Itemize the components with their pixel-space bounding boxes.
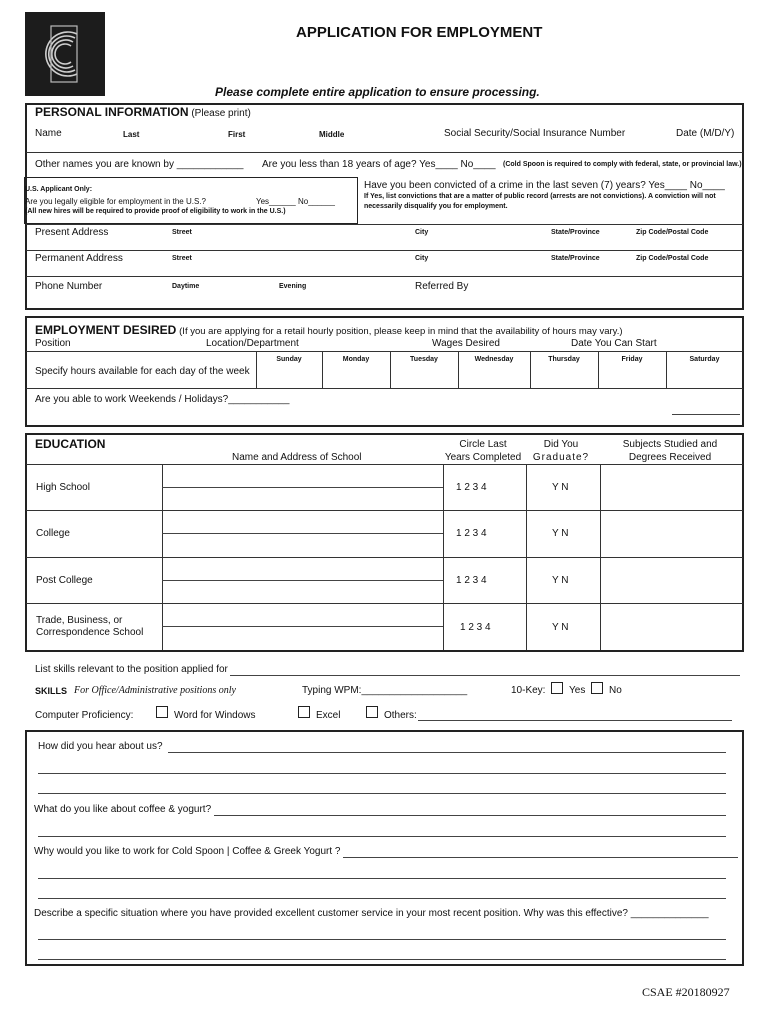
skills-note: For Office/Administrative positions only <box>74 685 236 696</box>
word-checkbox[interactable] <box>156 706 168 718</box>
skills-label: SKILLS <box>35 686 68 696</box>
years-col-header-1: Circle Last <box>459 439 507 450</box>
edu-post-college-label: Post College <box>36 575 93 586</box>
typing-wpm-field[interactable]: Typing WPM:___________________ <box>302 685 468 696</box>
permanent-city-label: City <box>415 255 429 262</box>
edu-college-grad[interactable]: Y N <box>552 528 569 539</box>
question-how-heard: How did you hear about us? <box>38 741 163 752</box>
tenkey-label: 10-Key: <box>511 685 546 696</box>
date-label: Date (M/D/Y) <box>676 128 735 139</box>
us-eligible-answer[interactable]: Yes______ No______ <box>256 197 335 206</box>
present-city-label: City <box>415 229 429 236</box>
subjects-col-header-1: Subjects Studied and <box>622 439 718 450</box>
day-saturday: Saturday <box>689 356 720 363</box>
education-heading: EDUCATION <box>35 437 106 451</box>
others-checkbox[interactable] <box>366 706 378 718</box>
word-label: Word for Windows <box>174 710 256 721</box>
phone-label: Phone Number <box>35 281 103 292</box>
day-sunday: Sunday <box>276 356 302 363</box>
us-eligible-question: Are you legally eligible for employment in the U.S.? <box>25 197 206 206</box>
employment-heading-wrap <box>35 323 623 337</box>
edu-high-school-label: High School <box>36 482 90 493</box>
under-18-note: (Cold Spoon is required to comply with federal, state, or provincial law.) <box>503 161 742 168</box>
form-title: APPLICATION FOR EMPLOYMENT <box>296 24 543 41</box>
edu-post-college-grad[interactable]: Y N <box>552 575 569 586</box>
school-col-header: Name and Address of School <box>232 452 362 463</box>
us-applicant-title: U.S. Applicant Only: <box>25 186 93 193</box>
name-middle-label: Middle <box>319 130 345 139</box>
years-col-header-2: Years Completed <box>444 452 522 463</box>
day-thursday: Thursday <box>548 356 580 363</box>
others-label: Others: <box>384 710 417 721</box>
phone-evening-label: Evening <box>279 283 307 290</box>
tenkey-no-label: No <box>609 685 622 696</box>
edu-trade-years[interactable]: 1 2 3 4 <box>460 622 491 633</box>
weekends-question[interactable]: Are you able to work Weekends / Holidays?___________ <box>35 394 290 405</box>
permanent-street-label: Street <box>172 255 192 262</box>
edu-college-years[interactable]: 1 2 3 4 <box>456 528 487 539</box>
permanent-zip-label: Zip Code/Postal Code <box>636 255 709 262</box>
referred-by-label: Referred By <box>415 281 469 292</box>
tenkey-yes-label: Yes <box>569 685 586 696</box>
wages-label: Wages Desired <box>432 338 500 349</box>
crime-question[interactable]: Have you been convicted of a crime in the last seven (7) years? Yes____ No____ <box>364 180 725 191</box>
grad-col-header-1: Did You <box>543 439 579 450</box>
present-street-label: Street <box>172 229 192 236</box>
day-friday: Friday <box>621 356 643 363</box>
question-customer-service: Describe a specific situation where you have provided excellent customer service in your most recent position. Why was this effective? ______________ <box>34 908 709 919</box>
us-eligible-note: (All new hires will be required to provide proof of eligibility to work in the U.S.) <box>25 208 286 215</box>
permanent-address-label: Permanent Address <box>35 253 123 264</box>
tenkey-no-checkbox[interactable] <box>591 682 603 694</box>
present-zip-label: Zip Code/Postal Code <box>636 229 709 236</box>
form-code: CSAE #20180927 <box>642 985 730 999</box>
ssn-label: Social Security/Social Insurance Number <box>444 128 626 139</box>
company-logo <box>25 12 105 96</box>
position-label: Position <box>35 338 71 349</box>
other-names-field[interactable]: Other names you are known by ____________ <box>35 159 244 170</box>
excel-checkbox[interactable] <box>298 706 310 718</box>
edu-trade-grad[interactable]: Y N <box>552 622 569 633</box>
day-monday: Monday <box>342 356 370 363</box>
day-tuesday: Tuesday <box>410 356 438 363</box>
grad-col-header-2: Graduate? <box>532 452 590 463</box>
edu-trade-label: Trade, Business, or <box>36 615 123 626</box>
personal-heading-note: (Please print) <box>191 108 251 119</box>
hours-label: Specify hours available for each day of the week <box>35 366 250 377</box>
edu-trade-label-2: Correspondence School <box>36 627 144 638</box>
computer-proficiency-label: Computer Proficiency: <box>35 710 134 721</box>
question-why-work: Why would you like to work for Cold Spoon | Coffee & Greek Yogurt ? <box>34 846 341 857</box>
present-address-label: Present Address <box>35 227 109 238</box>
edu-post-college-years[interactable]: 1 2 3 4 <box>456 575 487 586</box>
employment-heading-note: (If you are applying for a retail hourly position, please keep in mind that the availability of hours may vary.) <box>179 326 623 337</box>
personal-heading-wrap <box>35 105 251 119</box>
crime-note-1: If Yes, list convictions that are a matter of public record (arrests are not convictions). A conviction will not <box>364 193 716 200</box>
day-wednesday: Wednesday <box>474 356 514 363</box>
edu-high-school-grad[interactable]: Y N <box>552 482 569 493</box>
tenkey-yes-checkbox[interactable] <box>551 682 563 694</box>
excel-label: Excel <box>316 710 341 721</box>
present-state-label: State/Province <box>551 229 600 236</box>
phone-daytime-label: Daytime <box>172 283 200 290</box>
question-like-coffee: What do you like about coffee & yogurt? <box>34 804 212 815</box>
employment-heading: EMPLOYMENT DESIRED <box>35 323 177 337</box>
edu-high-school-years[interactable]: 1 2 3 4 <box>456 482 487 493</box>
name-first-label: First <box>228 130 246 139</box>
under-18-question[interactable]: Are you less than 18 years of age? Yes____ No____ <box>262 159 496 170</box>
personal-heading: PERSONAL INFORMATION <box>35 105 189 119</box>
edu-college-label: College <box>36 528 70 539</box>
form-subtitle: Please complete entire application to ensure processing. <box>215 85 540 99</box>
skills-list-label: List skills relevant to the position applied for <box>35 664 228 675</box>
start-date-label: Date You Can Start <box>571 338 657 349</box>
name-last-label: Last <box>123 130 140 139</box>
crime-note-2: necessarily disqualify you for employment. <box>364 203 508 210</box>
location-label: Location/Department <box>206 338 299 349</box>
education-section <box>25 433 744 652</box>
name-label: Name <box>35 128 62 139</box>
logo-c-mark <box>25 12 105 96</box>
permanent-state-label: State/Province <box>551 255 600 262</box>
subjects-col-header-2: Degrees Received <box>628 452 712 463</box>
